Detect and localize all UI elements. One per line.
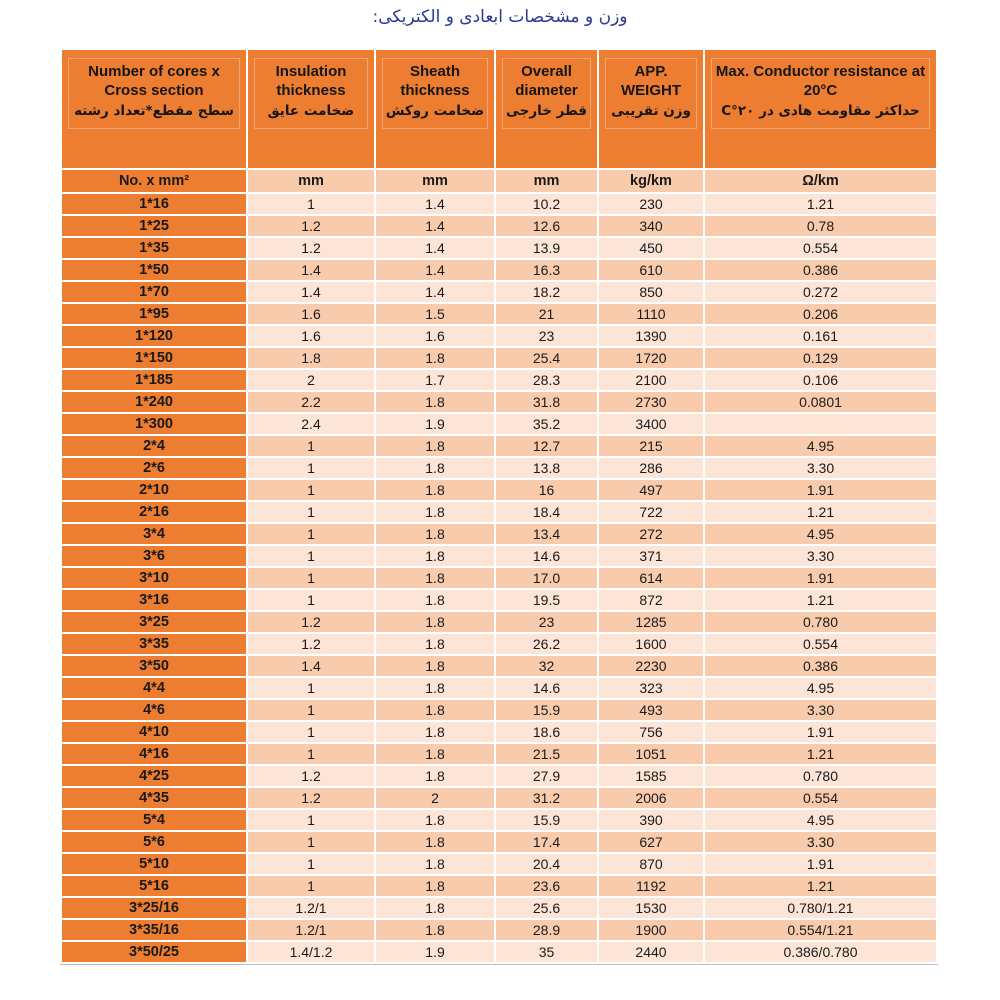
data-cell: 0.780 bbox=[705, 766, 936, 786]
row-label-cell: 1*16 bbox=[62, 194, 246, 214]
data-cell: 0.129 bbox=[705, 348, 936, 368]
data-cell: 1.8 bbox=[248, 348, 374, 368]
data-cell: 1.21 bbox=[705, 590, 936, 610]
data-cell: 1.4 bbox=[376, 194, 494, 214]
data-cell: 13.4 bbox=[496, 524, 597, 544]
data-cell: 1 bbox=[248, 876, 374, 896]
data-cell: 0.161 bbox=[705, 326, 936, 346]
data-cell: 850 bbox=[599, 282, 703, 302]
data-cell: 19.5 bbox=[496, 590, 597, 610]
table-row bbox=[62, 788, 936, 808]
data-cell: 0.206 bbox=[705, 304, 936, 324]
table-row bbox=[62, 392, 936, 412]
table-row bbox=[62, 942, 936, 962]
data-cell: 23.6 bbox=[496, 876, 597, 896]
data-cell: 0.0801 bbox=[705, 392, 936, 412]
data-cell: 756 bbox=[599, 722, 703, 742]
table-row bbox=[62, 722, 936, 742]
data-cell: 1600 bbox=[599, 634, 703, 654]
data-cell: 1 bbox=[248, 546, 374, 566]
data-cell: 1.2 bbox=[248, 788, 374, 808]
data-cell: 18.2 bbox=[496, 282, 597, 302]
header-app-weight bbox=[599, 50, 703, 168]
page-title: وزن و مشخصات ابعادی و الکتریکی: bbox=[372, 7, 628, 27]
data-cell: 1 bbox=[248, 436, 374, 456]
header-insulation-thickness bbox=[248, 50, 374, 168]
data-cell: 1 bbox=[248, 194, 374, 214]
data-cell: 3400 bbox=[599, 414, 703, 434]
data-cell: 1.9 bbox=[376, 942, 494, 962]
data-cell: 1.6 bbox=[376, 326, 494, 346]
data-cell: 1 bbox=[248, 700, 374, 720]
data-cell: 1.4 bbox=[248, 282, 374, 302]
data-cell: 1051 bbox=[599, 744, 703, 764]
data-cell: 35.2 bbox=[496, 414, 597, 434]
data-cell: 1.91 bbox=[705, 722, 936, 742]
data-cell: 1.21 bbox=[705, 876, 936, 896]
row-label-cell: 1*150 bbox=[62, 348, 246, 368]
table-row bbox=[62, 370, 936, 390]
header-en-label: Max. Conductor resistance at 20°C bbox=[715, 63, 926, 99]
header-fa-label: سطح مقطع*تعداد رشته bbox=[74, 102, 234, 119]
data-cell: 1.8 bbox=[376, 876, 494, 896]
data-cell: 1 bbox=[248, 480, 374, 500]
data-cell: 2100 bbox=[599, 370, 703, 390]
data-cell: 2.4 bbox=[248, 414, 374, 434]
data-cell: 1.7 bbox=[376, 370, 494, 390]
data-cell: 323 bbox=[599, 678, 703, 698]
row-label-cell: 2*4 bbox=[62, 436, 246, 456]
header-en-label: Sheath thickness bbox=[400, 63, 470, 99]
data-cell: 3.30 bbox=[705, 458, 936, 478]
data-cell: 1 bbox=[248, 722, 374, 742]
data-cell: 1.2 bbox=[248, 634, 374, 654]
data-cell: 1.91 bbox=[705, 568, 936, 588]
data-cell: 1.8 bbox=[376, 898, 494, 918]
table-row bbox=[62, 920, 936, 940]
data-cell: 3.30 bbox=[705, 700, 936, 720]
units-cell: kg/km bbox=[599, 170, 703, 192]
data-cell: 1.21 bbox=[705, 502, 936, 522]
data-cell: 35 bbox=[496, 942, 597, 962]
table-row bbox=[62, 810, 936, 830]
data-cell: 1110 bbox=[599, 304, 703, 324]
table-row bbox=[62, 260, 936, 280]
row-label-cell: 2*6 bbox=[62, 458, 246, 478]
table-row bbox=[62, 656, 936, 676]
data-cell: 2230 bbox=[599, 656, 703, 676]
data-cell: 1285 bbox=[599, 612, 703, 632]
data-cell: 1.8 bbox=[376, 546, 494, 566]
data-cell: 28.3 bbox=[496, 370, 597, 390]
data-cell: 1585 bbox=[599, 766, 703, 786]
header-fa-label: حداکثر مقاومت هادی در ۲۰°C bbox=[721, 102, 920, 119]
data-cell: 1 bbox=[248, 568, 374, 588]
data-cell: 627 bbox=[599, 832, 703, 852]
data-cell: 1.8 bbox=[376, 392, 494, 412]
data-cell: 1.4 bbox=[248, 260, 374, 280]
row-label-cell: 3*50/25 bbox=[62, 942, 246, 962]
row-label-cell: 1*50 bbox=[62, 260, 246, 280]
row-label-cell: 3*50 bbox=[62, 656, 246, 676]
data-cell: 23 bbox=[496, 612, 597, 632]
data-cell: 17.4 bbox=[496, 832, 597, 852]
data-cell: 1.8 bbox=[376, 634, 494, 654]
data-cell: 1.2 bbox=[248, 238, 374, 258]
data-cell: 1.2/1 bbox=[248, 898, 374, 918]
data-cell: 4.95 bbox=[705, 436, 936, 456]
data-cell: 1.8 bbox=[376, 656, 494, 676]
data-cell: 1.4 bbox=[376, 216, 494, 236]
data-cell: 1192 bbox=[599, 876, 703, 896]
data-cell: 3.30 bbox=[705, 546, 936, 566]
data-cell: 230 bbox=[599, 194, 703, 214]
data-cell: 1.8 bbox=[376, 348, 494, 368]
row-label-cell: 4*10 bbox=[62, 722, 246, 742]
table-row bbox=[62, 898, 936, 918]
table-row bbox=[62, 744, 936, 764]
table-row bbox=[62, 832, 936, 852]
data-cell: 1.8 bbox=[376, 700, 494, 720]
row-label-cell: 1*70 bbox=[62, 282, 246, 302]
table-body bbox=[62, 170, 936, 962]
data-cell: 2440 bbox=[599, 942, 703, 962]
data-cell: 1530 bbox=[599, 898, 703, 918]
table-row bbox=[62, 876, 936, 896]
data-cell: 1.21 bbox=[705, 744, 936, 764]
units-cell: No. x mm² bbox=[62, 170, 246, 192]
data-cell: 21.5 bbox=[496, 744, 597, 764]
table-row bbox=[62, 238, 936, 258]
data-cell: 0.386 bbox=[705, 260, 936, 280]
data-cell: 1 bbox=[248, 524, 374, 544]
table-row bbox=[62, 546, 936, 566]
data-cell: 1.8 bbox=[376, 612, 494, 632]
row-label-cell: 1*25 bbox=[62, 216, 246, 236]
data-cell: 1900 bbox=[599, 920, 703, 940]
table-row bbox=[62, 348, 936, 368]
data-cell: 1.4 bbox=[376, 238, 494, 258]
data-cell: 15.9 bbox=[496, 700, 597, 720]
row-label-cell: 3*35 bbox=[62, 634, 246, 654]
table-row bbox=[62, 568, 936, 588]
data-cell: 0.554 bbox=[705, 634, 936, 654]
data-cell: 1.8 bbox=[376, 722, 494, 742]
data-cell: 31.8 bbox=[496, 392, 597, 412]
data-cell: 1.8 bbox=[376, 568, 494, 588]
data-cell: 493 bbox=[599, 700, 703, 720]
data-cell: 14.6 bbox=[496, 546, 597, 566]
data-cell: 1.2 bbox=[248, 766, 374, 786]
data-cell: 12.6 bbox=[496, 216, 597, 236]
data-cell: 0.272 bbox=[705, 282, 936, 302]
data-cell: 0.554 bbox=[705, 238, 936, 258]
table-row bbox=[62, 304, 936, 324]
data-cell: 23 bbox=[496, 326, 597, 346]
data-cell bbox=[705, 414, 936, 434]
header-fa-label: ضخامت روکش bbox=[385, 102, 485, 119]
header-en-label: Overall diameter bbox=[515, 63, 578, 99]
units-cell: mm bbox=[376, 170, 494, 192]
data-cell: 16.3 bbox=[496, 260, 597, 280]
data-cell: 340 bbox=[599, 216, 703, 236]
data-cell: 2730 bbox=[599, 392, 703, 412]
units-cell: Ω/km bbox=[705, 170, 936, 192]
row-label-cell: 3*16 bbox=[62, 590, 246, 610]
data-cell: 4.95 bbox=[705, 678, 936, 698]
data-cell: 1.8 bbox=[376, 590, 494, 610]
row-label-cell: 3*25/16 bbox=[62, 898, 246, 918]
data-cell: 272 bbox=[599, 524, 703, 544]
data-cell: 1.6 bbox=[248, 326, 374, 346]
data-cell: 0.106 bbox=[705, 370, 936, 390]
data-cell: 1.8 bbox=[376, 458, 494, 478]
row-label-cell: 4*4 bbox=[62, 678, 246, 698]
data-cell: 497 bbox=[599, 480, 703, 500]
data-cell: 18.6 bbox=[496, 722, 597, 742]
row-label-cell: 3*6 bbox=[62, 546, 246, 566]
table-row bbox=[62, 436, 936, 456]
data-cell: 2 bbox=[248, 370, 374, 390]
row-label-cell: 4*35 bbox=[62, 788, 246, 808]
data-cell: 25.6 bbox=[496, 898, 597, 918]
row-label-cell: 5*6 bbox=[62, 832, 246, 852]
table-row bbox=[62, 414, 936, 434]
data-cell: 1.8 bbox=[376, 480, 494, 500]
data-cell: 1 bbox=[248, 458, 374, 478]
table-row bbox=[62, 502, 936, 522]
data-cell: 1.4 bbox=[376, 282, 494, 302]
row-label-cell: 3*35/16 bbox=[62, 920, 246, 940]
header-cores-cross-section bbox=[62, 50, 246, 168]
data-cell: 13.9 bbox=[496, 238, 597, 258]
data-cell: 4.95 bbox=[705, 810, 936, 830]
data-cell: 1 bbox=[248, 832, 374, 852]
header-fa-label: قطر خارجی bbox=[505, 102, 588, 119]
data-cell: 1.4/1.2 bbox=[248, 942, 374, 962]
header-max-conductor-resistance bbox=[705, 50, 936, 168]
data-cell: 25.4 bbox=[496, 348, 597, 368]
cable-spec-table bbox=[60, 48, 938, 965]
data-cell: 1 bbox=[248, 810, 374, 830]
data-cell: 16 bbox=[496, 480, 597, 500]
data-cell: 0.386 bbox=[705, 656, 936, 676]
data-cell: 450 bbox=[599, 238, 703, 258]
data-cell: 1.91 bbox=[705, 480, 936, 500]
header-overall-diameter bbox=[496, 50, 597, 168]
data-cell: 1.6 bbox=[248, 304, 374, 324]
data-cell: 12.7 bbox=[496, 436, 597, 456]
data-cell: 610 bbox=[599, 260, 703, 280]
row-label-cell: 4*6 bbox=[62, 700, 246, 720]
data-cell: 0.780/1.21 bbox=[705, 898, 936, 918]
data-cell: 13.8 bbox=[496, 458, 597, 478]
data-cell: 1.8 bbox=[376, 854, 494, 874]
table-row bbox=[62, 700, 936, 720]
table-row bbox=[62, 854, 936, 874]
data-cell: 286 bbox=[599, 458, 703, 478]
data-cell: 1.2/1 bbox=[248, 920, 374, 940]
row-label-cell: 1*120 bbox=[62, 326, 246, 346]
data-cell: 1.8 bbox=[376, 502, 494, 522]
data-cell: 1.9 bbox=[376, 414, 494, 434]
header-en-label: APP. WEIGHT bbox=[621, 63, 681, 99]
row-label-cell: 3*4 bbox=[62, 524, 246, 544]
row-label-cell: 5*10 bbox=[62, 854, 246, 874]
header-en-label: Number of cores x Cross section bbox=[88, 63, 220, 99]
table-row bbox=[62, 678, 936, 698]
row-label-cell: 1*185 bbox=[62, 370, 246, 390]
data-cell: 1 bbox=[248, 854, 374, 874]
data-cell: 1390 bbox=[599, 326, 703, 346]
data-cell: 4.95 bbox=[705, 524, 936, 544]
data-cell: 1720 bbox=[599, 348, 703, 368]
table-row bbox=[62, 612, 936, 632]
units-cell: mm bbox=[248, 170, 374, 192]
data-cell: 1.2 bbox=[248, 612, 374, 632]
data-cell: 27.9 bbox=[496, 766, 597, 786]
data-cell: 614 bbox=[599, 568, 703, 588]
data-cell: 1 bbox=[248, 744, 374, 764]
data-cell: 0.554 bbox=[705, 788, 936, 808]
data-cell: 1.8 bbox=[376, 524, 494, 544]
row-label-cell: 4*16 bbox=[62, 744, 246, 764]
data-cell: 32 bbox=[496, 656, 597, 676]
table-row bbox=[62, 194, 936, 214]
data-cell: 31.2 bbox=[496, 788, 597, 808]
data-cell: 2.2 bbox=[248, 392, 374, 412]
header-fa-label: وزن تقریبی bbox=[611, 102, 691, 119]
row-label-cell: 4*25 bbox=[62, 766, 246, 786]
data-cell: 21 bbox=[496, 304, 597, 324]
table-row bbox=[62, 458, 936, 478]
units-cell: mm bbox=[496, 170, 597, 192]
data-cell: 0.554/1.21 bbox=[705, 920, 936, 940]
data-cell: 1 bbox=[248, 502, 374, 522]
data-cell: 1.91 bbox=[705, 854, 936, 874]
data-cell: 10.2 bbox=[496, 194, 597, 214]
data-cell: 1.21 bbox=[705, 194, 936, 214]
data-cell: 26.2 bbox=[496, 634, 597, 654]
row-label-cell: 3*25 bbox=[62, 612, 246, 632]
data-cell: 28.9 bbox=[496, 920, 597, 940]
row-label-cell: 5*16 bbox=[62, 876, 246, 896]
data-cell: 1.8 bbox=[376, 678, 494, 698]
table-row bbox=[62, 326, 936, 346]
data-cell: 1.8 bbox=[376, 436, 494, 456]
data-cell: 2006 bbox=[599, 788, 703, 808]
table-row bbox=[62, 282, 936, 302]
data-cell: 0.386/0.780 bbox=[705, 942, 936, 962]
data-cell: 722 bbox=[599, 502, 703, 522]
table-row bbox=[62, 480, 936, 500]
data-cell: 1.8 bbox=[376, 766, 494, 786]
header-sheath-thickness bbox=[376, 50, 494, 168]
header-fa-label: ضخامت عایق bbox=[267, 102, 355, 119]
data-cell: 390 bbox=[599, 810, 703, 830]
row-label-cell: 5*4 bbox=[62, 810, 246, 830]
row-label-cell: 1*35 bbox=[62, 238, 246, 258]
header-row bbox=[62, 50, 936, 168]
data-cell: 1.8 bbox=[376, 744, 494, 764]
data-cell: 2 bbox=[376, 788, 494, 808]
data-cell: 0.780 bbox=[705, 612, 936, 632]
data-cell: 1.4 bbox=[248, 656, 374, 676]
data-cell: 14.6 bbox=[496, 678, 597, 698]
data-cell: 18.4 bbox=[496, 502, 597, 522]
data-cell: 872 bbox=[599, 590, 703, 610]
data-cell: 1.5 bbox=[376, 304, 494, 324]
row-label-cell: 1*240 bbox=[62, 392, 246, 412]
table-row bbox=[62, 634, 936, 654]
header-en-label: Insulation thickness bbox=[275, 63, 347, 99]
row-label-cell: 2*10 bbox=[62, 480, 246, 500]
data-cell: 1 bbox=[248, 678, 374, 698]
data-cell: 1.8 bbox=[376, 832, 494, 852]
data-cell: 3.30 bbox=[705, 832, 936, 852]
data-cell: 870 bbox=[599, 854, 703, 874]
data-cell: 215 bbox=[599, 436, 703, 456]
row-label-cell: 1*300 bbox=[62, 414, 246, 434]
data-cell: 1.8 bbox=[376, 810, 494, 830]
data-cell: 1 bbox=[248, 590, 374, 610]
row-label-cell: 1*95 bbox=[62, 304, 246, 324]
data-cell: 1.4 bbox=[376, 260, 494, 280]
table-row bbox=[62, 766, 936, 786]
table-row bbox=[62, 590, 936, 610]
table-row bbox=[62, 524, 936, 544]
data-cell: 1.8 bbox=[376, 920, 494, 940]
data-cell: 15.9 bbox=[496, 810, 597, 830]
table-row bbox=[62, 216, 936, 236]
data-cell: 20.4 bbox=[496, 854, 597, 874]
data-cell: 371 bbox=[599, 546, 703, 566]
data-cell: 0.78 bbox=[705, 216, 936, 236]
units-row bbox=[62, 170, 936, 192]
data-cell: 1.2 bbox=[248, 216, 374, 236]
row-label-cell: 3*10 bbox=[62, 568, 246, 588]
data-cell: 17.0 bbox=[496, 568, 597, 588]
row-label-cell: 2*16 bbox=[62, 502, 246, 522]
